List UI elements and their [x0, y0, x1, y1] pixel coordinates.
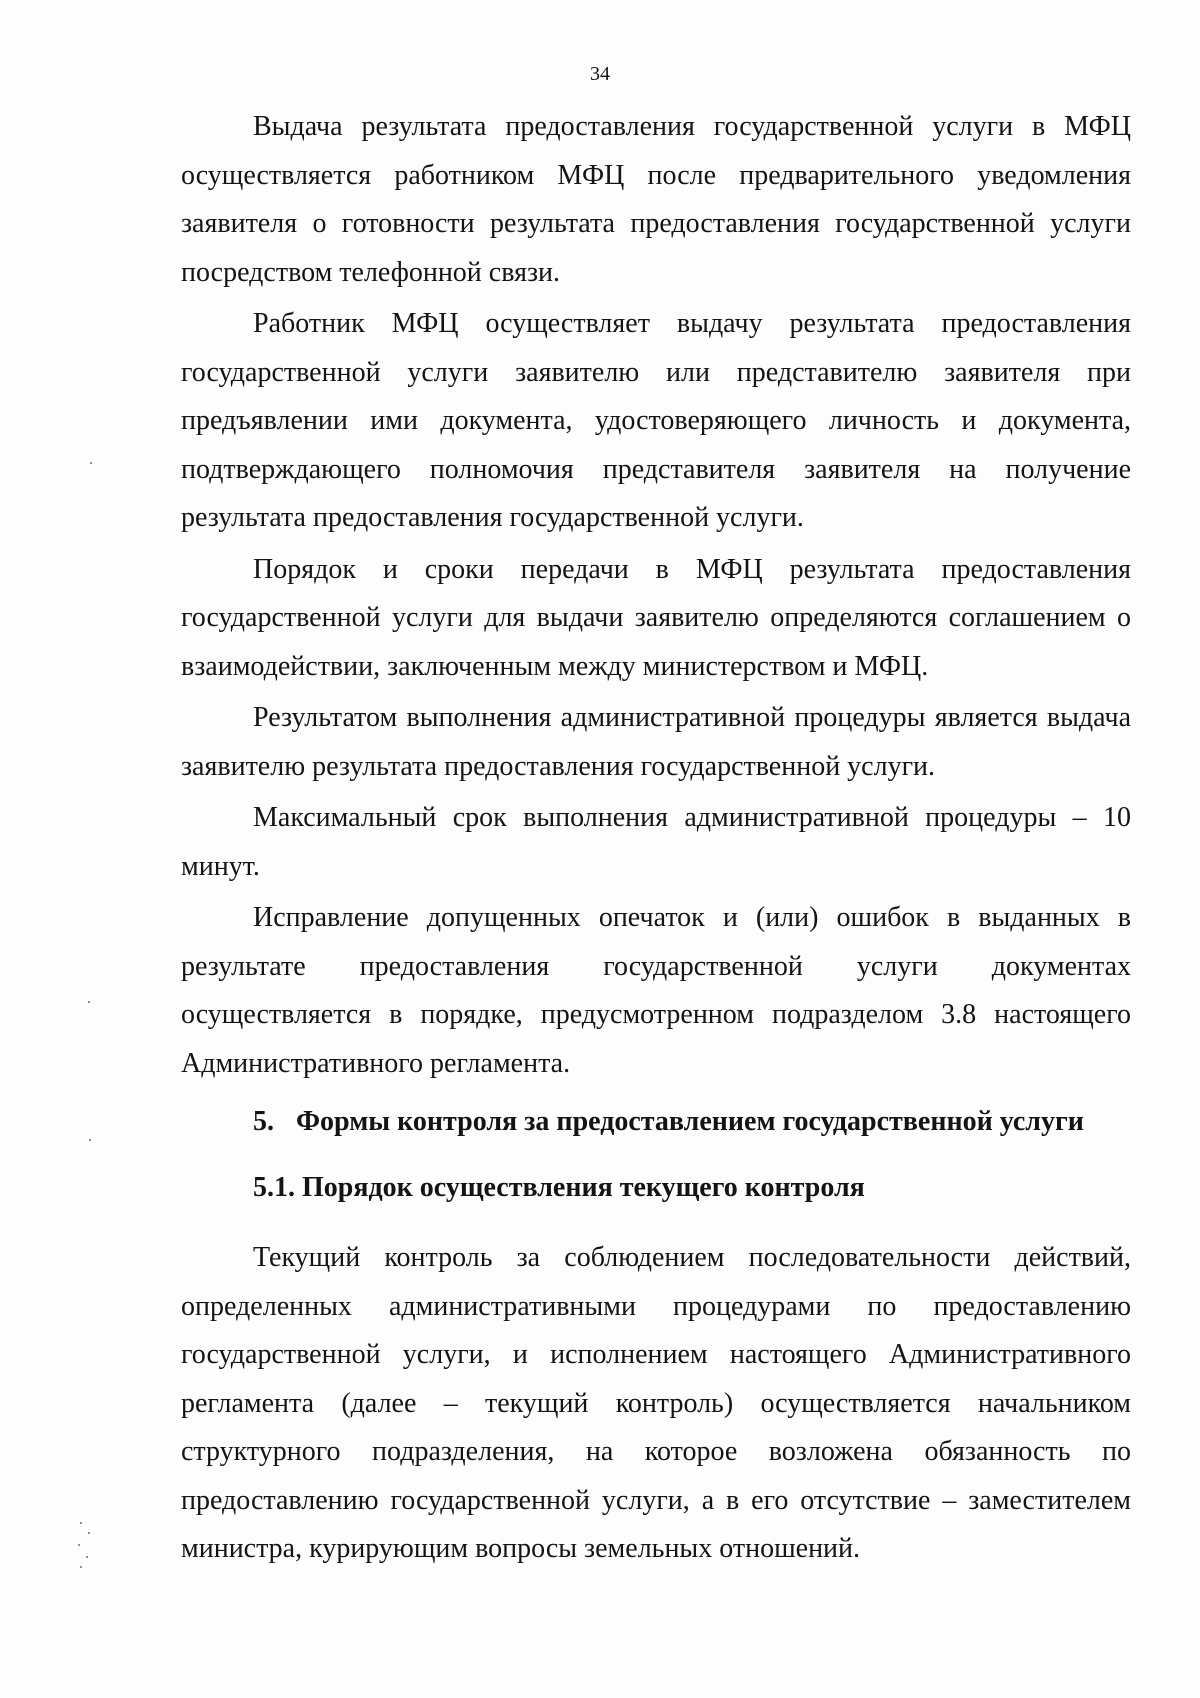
subsection-heading: 5.1. Порядок осуществления текущего контроля	[253, 1172, 865, 1203]
section-number: 5.	[253, 1106, 274, 1137]
paragraph: Порядок и сроки передачи в МФЦ результата предоставления государственной услуги для выдачи заявителю определяются соглашением о взаимодействии, заключенным между министерством и МФЦ.	[181, 553, 1131, 682]
scan-speck	[86, 1556, 88, 1558]
paragraph: Исправление допущенных опечаток и (или) ошибок в выданных в результате предоставления государственной услуги документах осуществляется в порядке, предусмотренном подразделом 3.8 настоящего Административного регламента.	[181, 902, 1131, 1079]
scan-speck	[78, 1544, 80, 1546]
scan-speck	[88, 1001, 90, 1003]
paragraph: Результатом выполнения административной процедуры является выдача заявителю результата предоставления государственной услуги.	[181, 702, 1131, 782]
page-number: 34	[590, 63, 610, 85]
scan-speck	[90, 462, 92, 464]
scan-speck	[88, 1532, 90, 1534]
scan-speck	[80, 1566, 82, 1568]
paragraph: Максимальный срок выполнения административной процедуры – 10 минут.	[181, 802, 1131, 882]
section-title: Формы контроля за предоставлением государственной услуги	[296, 1106, 1084, 1137]
scan-speck	[80, 1522, 82, 1524]
paragraph: Выдача результата предоставления государственной услуги в МФЦ осуществляется работником МФЦ после предварительного уведомления заявителя о готовности результата предоставления государственной услуги посредством телефонной связи.	[181, 111, 1131, 288]
paragraph: Текущий контроль за соблюдением последовательности действий, определенных административными процедурами по предоставлению государственной услуги, и исполнением настоящего Административного регламента (далее – текущий контроль) осуществляется начальником структурного подразделения, на которое возложена обязанность по предоставлению государственной услуги, а в его отсутствие – заместителем министра, курирующим вопросы земельных отношений.	[181, 1242, 1131, 1564]
section-heading	[181, 1098, 1131, 1146]
paragraph: Работник МФЦ осуществляет выдачу результата предоставления государственной услуги заявителю или представителю заявителя при предъявлении ими документа, удостоверяющего личность и документа, подтверждающего полномочия представителя заявителя на получение результата предоставления государственной услуги.	[181, 308, 1131, 533]
page-content	[181, 103, 1131, 1577]
scan-speck	[89, 1139, 91, 1141]
